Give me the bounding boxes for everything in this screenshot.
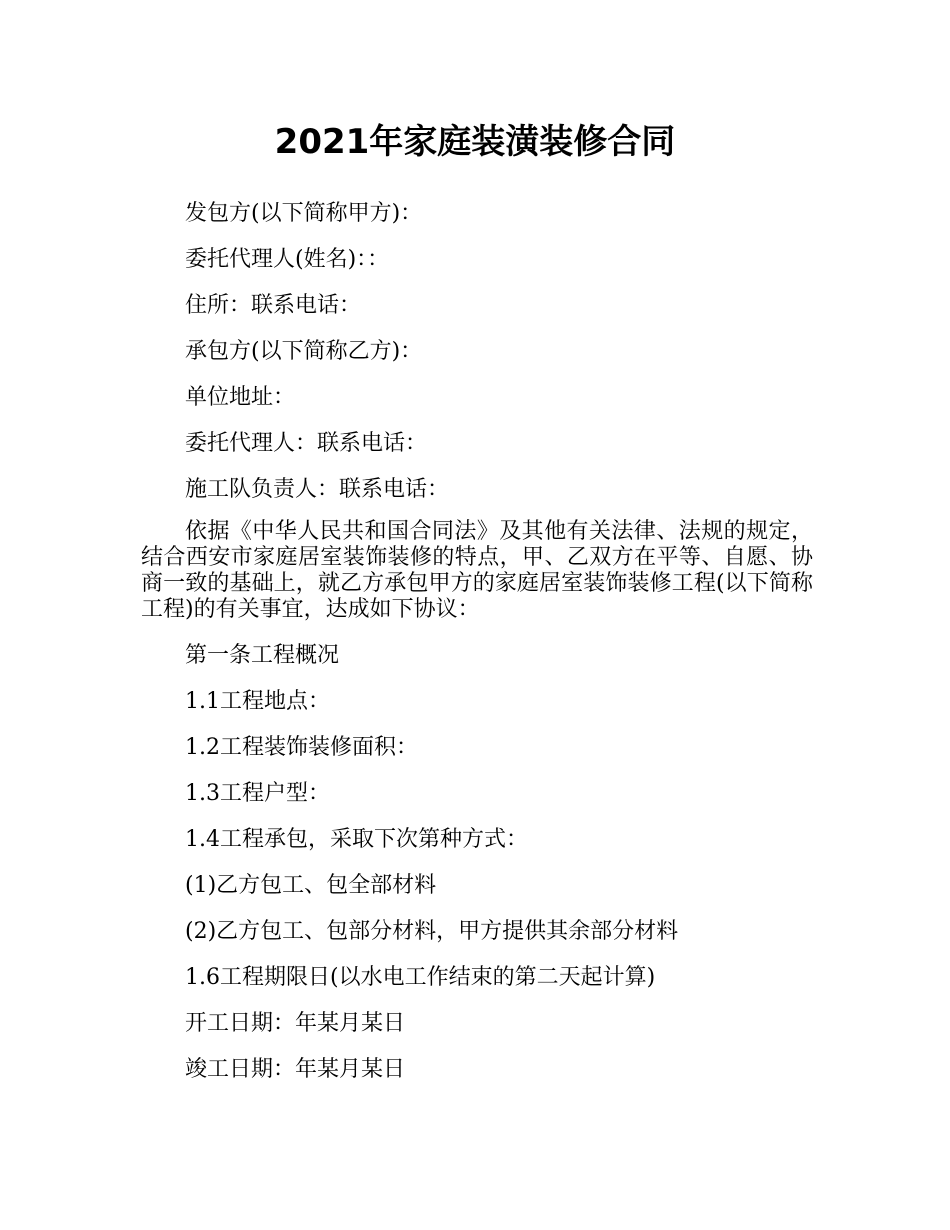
paragraph-end-date: 竣工日期：年某月某日 [185, 1057, 406, 1082]
paragraph-option-1: (1)乙方包工、包全部材料 [185, 873, 437, 898]
paragraph-team-leader: 施工队负责人：联系电话： [185, 477, 450, 502]
paragraph-1-6: 1.6工程期限日(以水电工作结束的第二天起计算) [185, 965, 656, 990]
paragraph-1-4: 1.4工程承包，采取下次第种方式： [185, 827, 528, 852]
paragraph-article-1: 第一条工程概况 [185, 643, 340, 668]
document-body [141, 197, 813, 1099]
paragraph-option-2: (2)乙方包工、包部分材料，甲方提供其余部分材料 [185, 919, 679, 944]
paragraph-party-b: 承包方(以下简称乙方)： [185, 339, 423, 364]
paragraph-1-3: 1.3工程户型： [185, 781, 330, 806]
document-title: 2021年家庭装潢装修合同 [274, 122, 676, 162]
paragraph-start-date: 开工日期：年某月某日 [185, 1011, 406, 1036]
paragraph-party-a-agent: 委托代理人(姓名)：： [185, 247, 390, 272]
paragraph-1-2: 1.2工程装饰装修面积： [185, 735, 418, 760]
paragraph-party-a: 发包方(以下简称甲方)： [185, 201, 423, 226]
paragraph-preamble: 依据《中华人民共和国合同法》及其他有关法律、法规的规定，结合西安市家庭居室装饰装修的特点，甲、乙双方在平等、自愿、协商一致的基础上，就乙方承包甲方的家庭居室装饰装修工程(以下简称工程)的有关事宜，达成如下协议： [141, 519, 813, 622]
paragraph-party-b-agent: 委托代理人：联系电话： [185, 431, 428, 456]
paragraph-party-b-address: 单位地址： [185, 385, 296, 410]
paragraph-party-a-address: 住所：联系电话： [185, 293, 362, 318]
paragraph-1-1: 1.1工程地点： [185, 689, 330, 714]
